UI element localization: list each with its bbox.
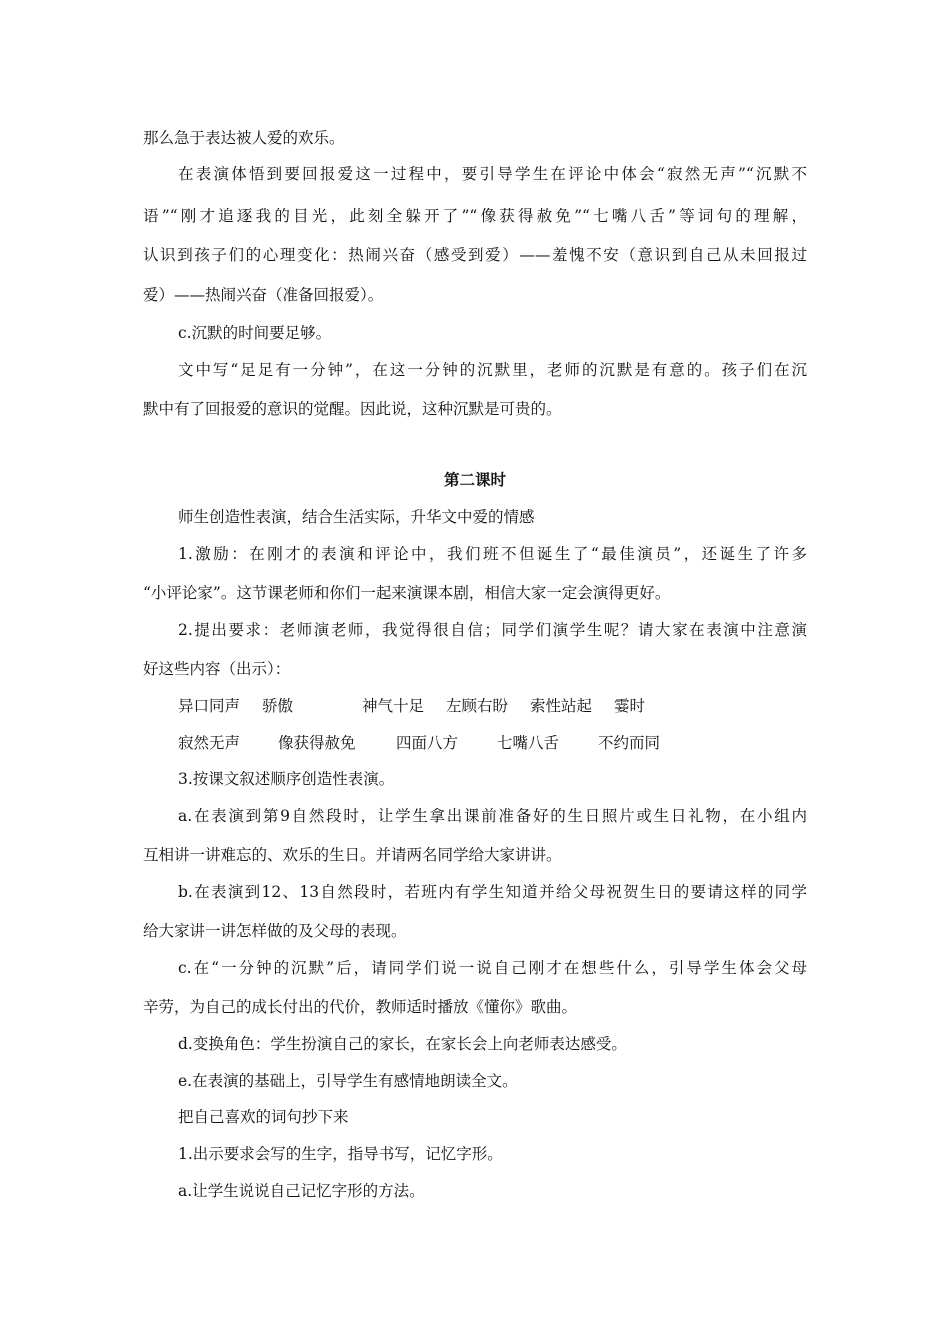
word-item: 七嘴八舌 bbox=[497, 734, 560, 752]
paragraph-line: 认识到孩子们的心理变化：热闹兴奋（感受到爱）——羞愧不安（意识到自己从未回报过 bbox=[143, 246, 807, 264]
paragraph-line: 互相讲一讲难忘的、欢乐的生日。并请两名同学给大家讲讲。 bbox=[143, 846, 562, 864]
section-heading: 第二课时 bbox=[443, 471, 506, 489]
word-item: 索性站起 bbox=[530, 697, 593, 715]
paragraph-line: “小评论家”。这节课老师和你们一起来演课本剧，相信大家一定会演得更好。 bbox=[143, 584, 671, 602]
paragraph-line: 把自己喜欢的词句抄下来 bbox=[178, 1108, 349, 1126]
paragraph-line: 文中写“足足有一分钟”，在这一分钟的沉默里，老师的沉默是有意的。孩子们在沉 bbox=[178, 361, 807, 379]
paragraph-line: d.变换角色：学生扮演自己的家长，在家长会上向老师表达感受。 bbox=[178, 1035, 627, 1053]
paragraph-line: 在表演体悟到要回报爱这一过程中，要引导学生在评论中体会“寂然无声”“沉默不 bbox=[178, 165, 807, 183]
paragraph-line: 那么急于表达被人爱的欢乐。 bbox=[143, 129, 345, 147]
word-item: 霎时 bbox=[614, 697, 646, 715]
paragraph-line: 辛劳，为自己的成长付出的代价，教师适时播放《懂你》歌曲。 bbox=[143, 998, 578, 1016]
paragraph-line: c.在“一分钟的沉默”后，请同学们说一说自己刚才在想些什么，引导学生体会父母 bbox=[178, 959, 807, 977]
paragraph-line: b.在表演到12、13自然段时，若班内有学生知道并给父母祝贺生日的要请这样的同学 bbox=[178, 883, 807, 901]
paragraph-line: 3.按课文叙述顺序创造性表演。 bbox=[178, 770, 395, 788]
paragraph-line: c.沉默的时间要足够。 bbox=[178, 324, 332, 342]
paragraph-line: 1.激励：在刚才的表演和评论中，我们班不但诞生了“最佳演员”，还诞生了许多 bbox=[178, 545, 807, 563]
paragraph-line: a.在表演到第9自然段时，让学生拿出课前准备好的生日照片或生日礼物，在小组内 bbox=[178, 807, 807, 825]
word-item: 不约而同 bbox=[598, 734, 661, 752]
paragraph-line: 好这些内容（出示）： bbox=[143, 660, 291, 678]
word-item: 异口同声 bbox=[178, 697, 241, 715]
word-item: 神气十足 bbox=[362, 697, 425, 715]
word-item: 像获得赦免 bbox=[278, 734, 356, 752]
word-item: 四面八方 bbox=[396, 734, 459, 752]
paragraph-line: 爱）——热闹兴奋（准备回报爱）。 bbox=[143, 286, 384, 304]
paragraph-line: 给大家讲一讲怎样做的及父母的表现。 bbox=[143, 922, 407, 940]
paragraph-line: 语”“刚才追逐我的目光，此刻全躲开了”“像获得赦免”“七嘴八舌”等词句的理解， bbox=[143, 207, 807, 225]
paragraph-line: e.在表演的基础上，引导学生有感情地朗读全文。 bbox=[178, 1072, 518, 1090]
paragraph-line: 1.出示要求会写的生字，指导书写，记忆字形。 bbox=[178, 1145, 503, 1163]
word-item: 左顾右盼 bbox=[446, 697, 509, 715]
word-item: 寂然无声 bbox=[178, 734, 241, 752]
paragraph-line: 师生创造性表演，结合生活实际，升华文中爱的情感 bbox=[178, 508, 535, 526]
paragraph-line: a.让学生说说自己记忆字形的方法。 bbox=[178, 1182, 425, 1200]
paragraph-line: 默中有了回报爱的意识的觉醒。因此说，这种沉默是可贵的。 bbox=[143, 400, 562, 418]
paragraph-line: 2.提出要求：老师演老师，我觉得很自信；同学们演学生呢？请大家在表演中注意演 bbox=[178, 621, 807, 639]
word-item: 骄傲 bbox=[262, 697, 294, 715]
